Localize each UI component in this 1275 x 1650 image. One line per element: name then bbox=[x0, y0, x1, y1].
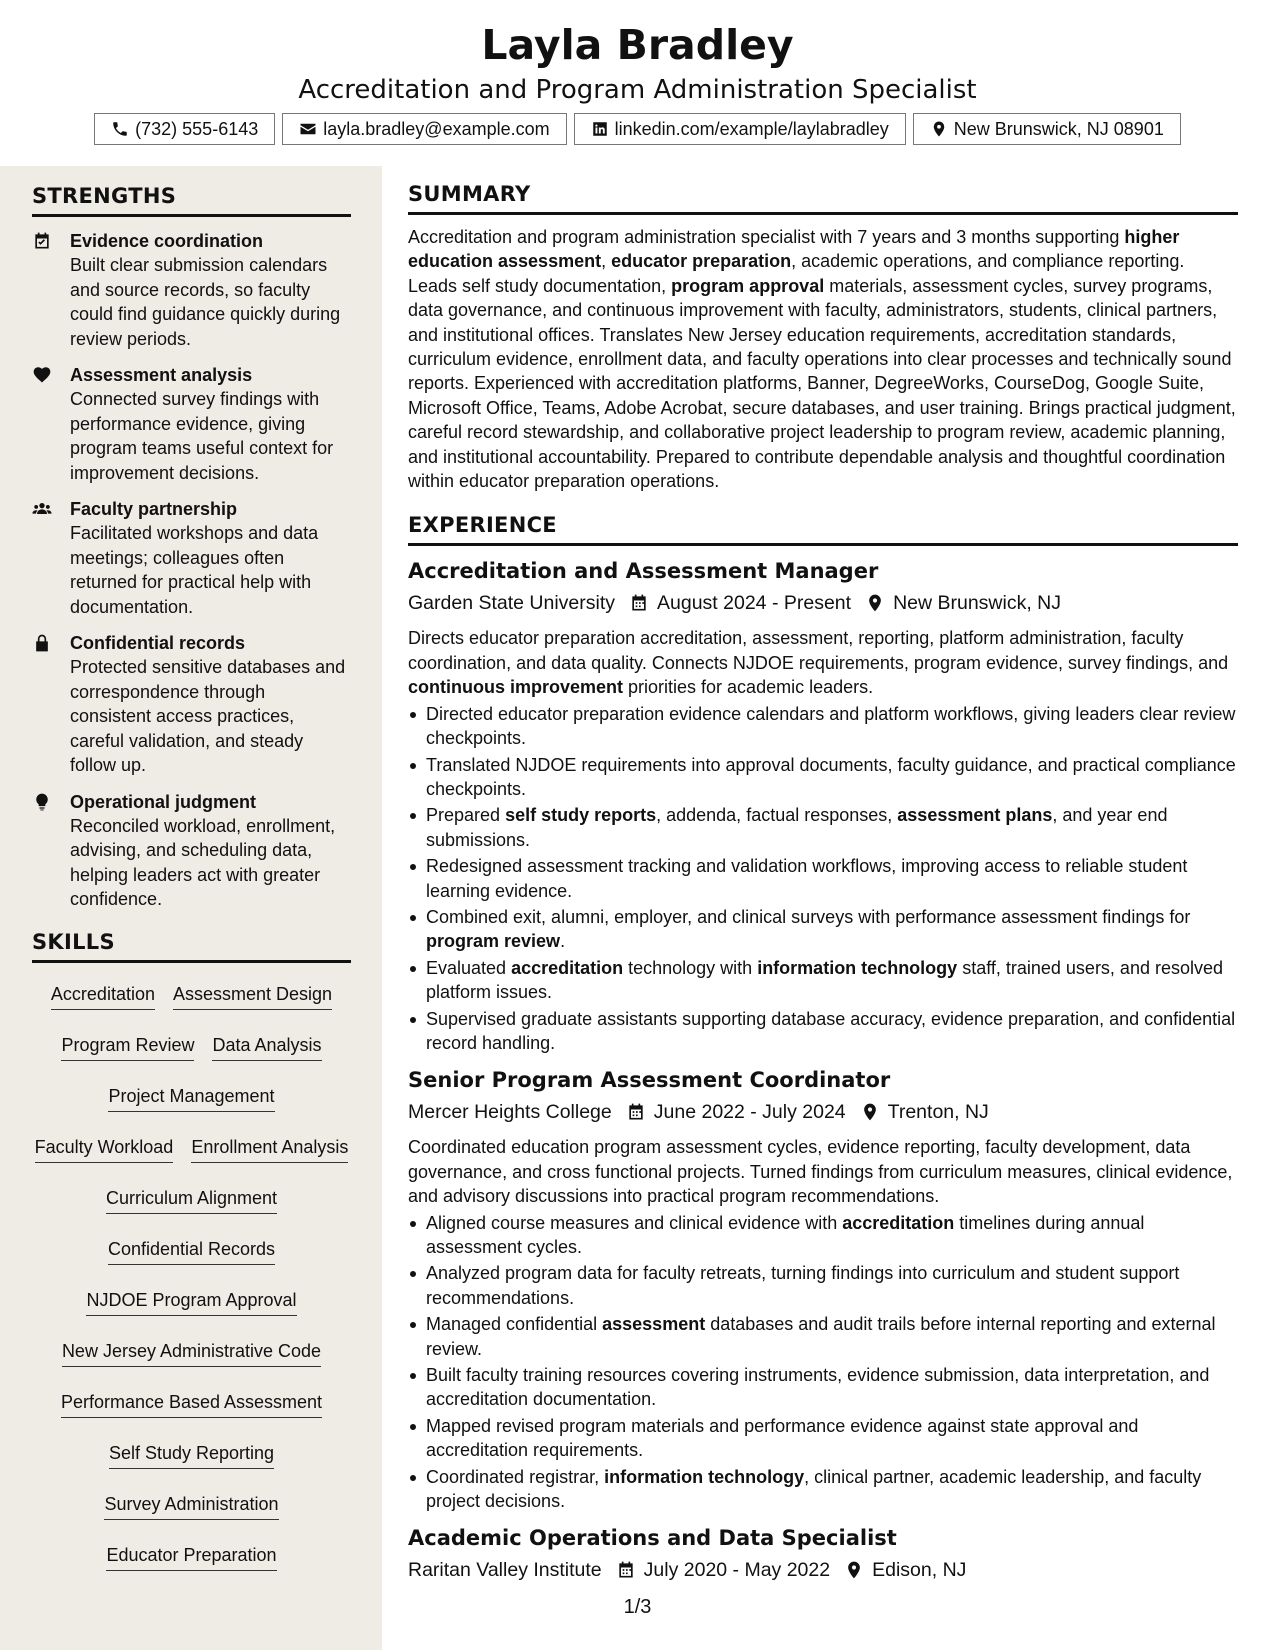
skill-tag: Program Review bbox=[61, 1026, 194, 1061]
bold-phrase: educator preparation bbox=[611, 251, 792, 272]
text-run: Redesigned assessment tracking and validation workflows, improving access to reliable student learning evidence. bbox=[426, 856, 1188, 901]
strength-item bbox=[32, 631, 351, 778]
page-number: 1/3 bbox=[623, 1596, 652, 1618]
strength-title: Faculty partnership bbox=[70, 499, 238, 519]
bold-phrase: information technology bbox=[757, 957, 958, 978]
bullet-item bbox=[426, 753, 1238, 802]
strength-text: Connected survey findings with performance evidence, giving program teams useful context for improvement decisions. bbox=[70, 389, 334, 483]
bullet-item bbox=[426, 1007, 1238, 1056]
skill-tag: Assessment Design bbox=[173, 975, 332, 1010]
job-entry bbox=[408, 1523, 1238, 1585]
text-run: Coordinated education program assessment cycles, evidence reporting, faculty development, data governance, and cross functional projects. Turned findings from curriculum measures, clinical evidence, and advisory discussions into practical program recommendations. bbox=[408, 1137, 1233, 1207]
strength-item bbox=[32, 497, 351, 619]
bullet-item bbox=[426, 702, 1238, 751]
bullet-item bbox=[426, 803, 1238, 852]
skill-tag: Faculty Workload bbox=[35, 1128, 174, 1163]
heart-icon bbox=[32, 365, 52, 385]
strength-text: Reconciled workload, enrollment, advising, and scheduling data, helping leaders act with greater confidence. bbox=[70, 815, 336, 909]
strength-text: Facilitated workshops and data meetings; colleagues often returned for practical help with documentation. bbox=[70, 523, 319, 617]
map-pin-icon bbox=[860, 1102, 880, 1122]
bullet-item bbox=[426, 1414, 1238, 1463]
job-dates: June 2022 - July 2024 bbox=[653, 1101, 846, 1124]
map-pin-icon bbox=[865, 593, 885, 613]
skill-tag: Project Management bbox=[108, 1077, 274, 1112]
skills-title: SKILLS bbox=[32, 928, 351, 963]
text-run: Supervised graduate assistants supporting database accuracy, evidence preparation, and confidential record handling. bbox=[426, 1008, 1236, 1053]
skill-tag: Enrollment Analysis bbox=[191, 1128, 348, 1163]
text-run: timelines during annual assessment cycles. bbox=[426, 1212, 1145, 1257]
text-run: Combined exit, alumni, employer, and clinical surveys with performance assessment findings for bbox=[426, 906, 1191, 927]
job-entry bbox=[408, 556, 1238, 1055]
text-run: Built faculty training resources covering instruments, evidence submission, data interpretation, and accreditation documentation. bbox=[426, 1365, 1210, 1410]
bullet-item bbox=[426, 1261, 1238, 1310]
job-bullets bbox=[408, 1211, 1238, 1514]
strength-text: Protected sensitive databases and correspondence through consistent access practices, careful validation, and steady follow up. bbox=[70, 657, 346, 775]
text-run: materials, assessment cycles, survey programs, data governance, and continuous improvement with faculty, administrators, students, clinical partners, and institutional offices. Translates New Jersey education requirements, accreditation standards, curriculum evidence, enrollment data, and faculty operations into clear processes and technically sound reports. Experienced with accreditation platforms, Banner, DegreeWorks, CourseDog, Google Suite, Microsoft Office, Teams, Adobe Acrobat, secure databases, and user training. Brings practical judgment, careful record stewardship, and collaborative project leadership to program review, academic planning, and institutional accountability. Prepared to contribute dependable analysis and thoughtful coordination within educator preparation operations. bbox=[408, 275, 1236, 492]
text-run: , addenda, factual responses, bbox=[656, 805, 898, 826]
text-run: Prepared bbox=[426, 805, 506, 826]
envelope-icon bbox=[299, 120, 317, 138]
text-run: Accreditation and program administration specialist with 7 years and 3 months supporting bbox=[408, 227, 1125, 247]
job-location: Trenton, NJ bbox=[887, 1101, 989, 1124]
text-run: databases and audit trails before internal reporting and external review. bbox=[426, 1314, 1216, 1359]
bold-phrase: program approval bbox=[671, 275, 825, 296]
text-run: technology with bbox=[623, 957, 758, 978]
job-meta bbox=[408, 1097, 1238, 1127]
text-run: Coordinated registrar, bbox=[426, 1466, 605, 1487]
calendar-icon bbox=[626, 1102, 646, 1122]
bold-phrase: assessment bbox=[602, 1314, 706, 1335]
lightbulb-icon bbox=[32, 792, 52, 812]
strength-item bbox=[32, 363, 351, 485]
contact-location-text: New Brunswick, NJ 08901 bbox=[953, 118, 1164, 139]
job-location: New Brunswick, NJ bbox=[893, 592, 1062, 615]
skill-tag: Confidential Records bbox=[108, 1230, 275, 1265]
bullet-item bbox=[426, 1465, 1238, 1514]
skill-tag: New Jersey Administrative Code bbox=[62, 1332, 321, 1367]
users-icon bbox=[32, 499, 52, 519]
bold-phrase: program review bbox=[426, 931, 561, 952]
job-title: Senior Program Assessment Coordinator bbox=[408, 1068, 891, 1093]
skills-list bbox=[32, 969, 351, 1581]
contact-location bbox=[913, 113, 1181, 145]
candidate-name: Layla Bradley bbox=[481, 21, 794, 69]
job-org: Mercer Heights College bbox=[408, 1101, 612, 1124]
contact-linkedin-text: linkedin.com/example/laylabradley bbox=[614, 118, 889, 139]
text-run: , and year end submissions. bbox=[426, 805, 1168, 850]
job-org: Raritan Valley Institute bbox=[408, 1559, 602, 1582]
map-pin-icon bbox=[930, 120, 948, 138]
strength-title: Assessment analysis bbox=[70, 365, 253, 385]
job-org: Garden State University bbox=[408, 592, 616, 615]
lock-icon bbox=[32, 633, 52, 653]
calendar-icon bbox=[629, 593, 649, 613]
contact-email[interactable] bbox=[282, 113, 566, 145]
calendar-icon bbox=[616, 1560, 636, 1580]
job-location: Edison, NJ bbox=[872, 1559, 967, 1582]
contact-row bbox=[0, 113, 1275, 145]
skill-tag: Survey Administration bbox=[104, 1485, 278, 1520]
strength-title: Operational judgment bbox=[70, 791, 257, 812]
text-run: Aligned course measures and clinical evidence with bbox=[426, 1212, 843, 1233]
job-meta bbox=[408, 588, 1238, 618]
phone-icon bbox=[111, 120, 129, 138]
map-pin-icon bbox=[844, 1560, 864, 1580]
strengths-title: STRENGTHS bbox=[32, 182, 351, 217]
experience-title: EXPERIENCE bbox=[408, 511, 1238, 546]
contact-phone-text: (732) 555-6143 bbox=[135, 118, 259, 139]
text-run: Translated NJDOE requirements into approval documents, faculty guidance, and practical compliance checkpoints. bbox=[426, 754, 1236, 799]
text-run: Evaluated bbox=[426, 957, 512, 978]
job-dates: August 2024 - Present bbox=[657, 592, 852, 615]
bold-phrase: accreditation bbox=[511, 957, 624, 978]
bullet-item bbox=[426, 1363, 1238, 1412]
skill-tag: Self Study Reporting bbox=[109, 1434, 274, 1469]
skill-tag: Performance Based Assessment bbox=[61, 1383, 322, 1418]
text-run: Directs educator preparation accreditation, assessment, reporting, platform administration, faculty coordination, and data quality. Connects NJDOE requirements, program evidence, survey findings, and bbox=[408, 628, 1229, 673]
text-run: Managed confidential bbox=[426, 1314, 603, 1335]
bullet-item bbox=[426, 905, 1238, 954]
job-bullets bbox=[408, 702, 1238, 1056]
strength-item bbox=[32, 229, 351, 351]
calendar-check-icon bbox=[32, 231, 52, 251]
job-title: Academic Operations and Data Specialist bbox=[408, 1526, 897, 1551]
text-run: . bbox=[560, 931, 566, 952]
linkedin-icon bbox=[591, 120, 609, 138]
job-entry bbox=[408, 1065, 1238, 1513]
main-column bbox=[408, 180, 1238, 1585]
text-run: Analyzed program data for faculty retreats, turning findings into curriculum and student support recommendations. bbox=[426, 1263, 1180, 1308]
job-dates: July 2020 - May 2022 bbox=[643, 1559, 831, 1582]
text-run: , academic operations, and compliance reporting. Leads self study documentation, bbox=[408, 251, 1185, 296]
summary-title: SUMMARY bbox=[408, 180, 1238, 215]
strength-title: Confidential records bbox=[70, 633, 246, 653]
candidate-role: Accreditation and Program Administration Specialist bbox=[298, 75, 977, 105]
job-description bbox=[408, 626, 1238, 699]
sidebar bbox=[0, 166, 382, 1650]
bold-phrase: continuous improvement bbox=[408, 677, 624, 698]
skill-tag: Accreditation bbox=[51, 975, 155, 1010]
bold-phrase: information technology bbox=[604, 1466, 805, 1487]
job-meta bbox=[408, 1555, 1238, 1585]
strength-title: Evidence coordination bbox=[70, 231, 264, 251]
bold-phrase: self study reports bbox=[505, 805, 657, 826]
bullet-item bbox=[426, 1312, 1238, 1361]
skill-tag: NJDOE Program Approval bbox=[86, 1281, 296, 1316]
bullet-item bbox=[426, 1211, 1238, 1260]
strength-item bbox=[32, 790, 351, 912]
strength-text: Built clear submission calendars and source records, so faculty could find guidance quickly during review periods. bbox=[70, 255, 341, 349]
bullet-item bbox=[426, 854, 1238, 903]
job-title: Accreditation and Assessment Manager bbox=[408, 559, 879, 584]
text-run: staff, trained users, and resolved platform issues. bbox=[426, 957, 1224, 1003]
bold-phrase: assessment plans bbox=[897, 805, 1053, 826]
text-run: priorities for academic leaders. bbox=[623, 677, 874, 698]
skill-tag: Curriculum Alignment bbox=[106, 1179, 277, 1214]
text-run: Directed educator preparation evidence calendars and platform workflows, giving leaders clear review checkpoints. bbox=[426, 703, 1236, 749]
contact-phone[interactable] bbox=[94, 113, 275, 145]
skill-tag: Data Analysis bbox=[212, 1026, 321, 1061]
bullet-item bbox=[426, 956, 1238, 1005]
contact-email-text: layla.bradley@example.com bbox=[323, 118, 550, 139]
skill-tag: Educator Preparation bbox=[106, 1536, 276, 1571]
summary-text bbox=[408, 225, 1238, 493]
job-description bbox=[408, 1135, 1238, 1208]
text-run: , clinical partner, academic leadership, and faculty project decisions. bbox=[426, 1466, 1202, 1512]
bold-phrase: higher education assessment bbox=[408, 227, 1180, 272]
text-run: , bbox=[601, 251, 612, 272]
bold-phrase: accreditation bbox=[842, 1212, 955, 1233]
text-run: Mapped revised program materials and performance evidence against state approval and accreditation requirements. bbox=[426, 1415, 1139, 1461]
contact-linkedin[interactable] bbox=[574, 113, 906, 145]
